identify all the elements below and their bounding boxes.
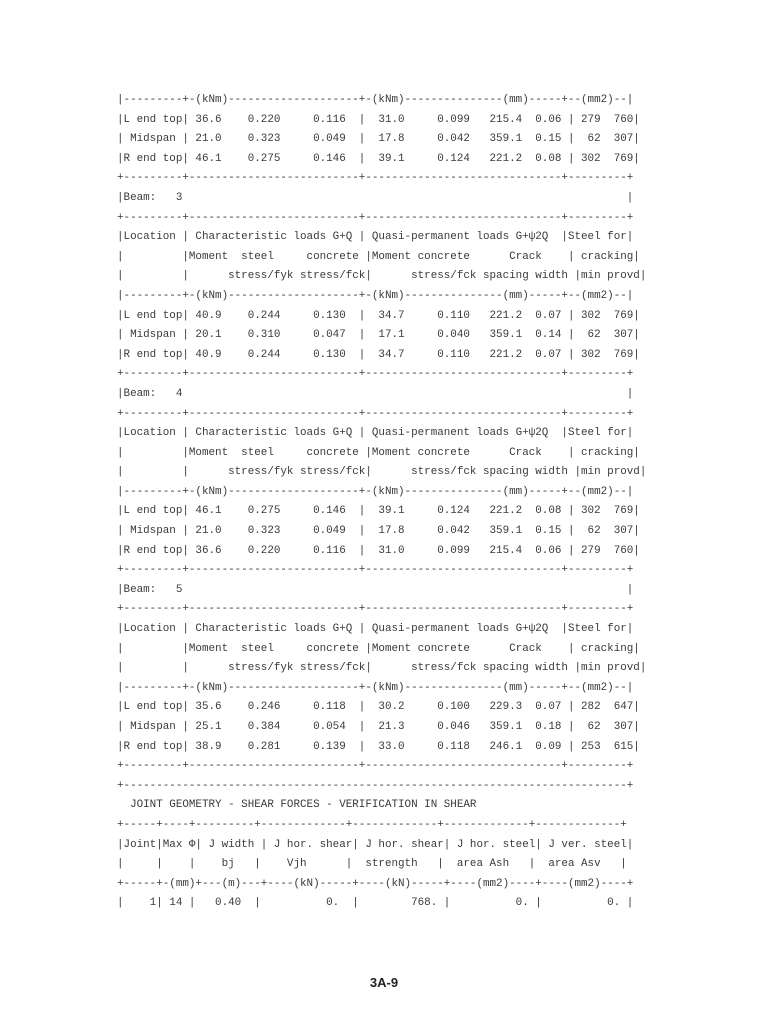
report-line: |L end top| 36.6 0.220 0.116 | 31.0 0.099 215.4 0.06 | 279 760| [117,113,640,126]
report-line: |Location | Characteristic loads G+Q | Quasi-permanent loads G+ψ2Q |Steel for| [117,623,634,636]
report-line: JOINT GEOMETRY - SHEAR FORCES - VERIFICATION IN SHEAR [117,799,477,812]
report-line: |---------+-(kNm)--------------------+-(kNm)---------------(mm)-----+--(mm2)--| [117,681,634,694]
report-line: | | | bj | Vjh | strength | area Ash | area Asv | [117,858,627,871]
report-line: |---------+-(kNm)--------------------+-(kNm)---------------(mm)-----+--(mm2)--| [117,485,634,498]
report-line: | | stress/fyk stress/fck| stress/fck spacing width |min provd| [117,466,647,479]
report-line: +---------+--------------------------+------------------------------+---------+ [117,172,634,185]
report-line: | |Moment steel concrete |Moment concrete Crack | cracking| [117,446,640,459]
report-line: |---------+-(kNm)--------------------+-(kNm)---------------(mm)-----+--(mm2)--| [117,94,634,106]
report-line: +-----+-(mm)+---(m)---+----(kN)-----+----(kN)-----+----(mm2)----+----(mm2)----+ [117,877,634,890]
report-line: | Midspan | 21.0 0.323 0.049 | 17.8 0.042 359.1 0.15 | 62 307| [117,133,640,146]
report-line: +---------+--------------------------+------------------------------+---------+ [117,760,634,773]
report-line: |Location | Characteristic loads G+Q | Quasi-permanent loads G+ψ2Q |Steel for| [117,231,634,244]
report-line: |L end top| 35.6 0.246 0.118 | 30.2 0.100 229.3 0.07 | 282 647| [117,701,640,714]
report-line: +---------+--------------------------+------------------------------+---------+ [117,211,634,224]
report-line: +---------+--------------------------+------------------------------+---------+ [117,603,634,616]
report-line: |Beam: 4 | [117,387,634,400]
report-line: +---------+--------------------------+------------------------------+---------+ [117,407,634,420]
report-line: +---------+--------------------------+------------------------------+---------+ [117,564,634,577]
report-line: +-----------------------------------------------------------------------------+ [117,779,634,792]
page-number: 3A-9 [369,975,399,990]
report-line: |L end top| 40.9 0.244 0.130 | 34.7 0.110 221.2 0.07 | 302 769| [117,309,640,322]
report-line: |R end top| 38.9 0.281 0.139 | 33.0 0.118 246.1 0.09 | 253 615| [117,740,640,753]
report-line: |R end top| 36.6 0.220 0.116 | 31.0 0.099 215.4 0.06 | 279 760| [117,544,640,557]
report-line: |---------+-(kNm)--------------------+-(kNm)---------------(mm)-----+--(mm2)--| [117,289,634,302]
report-line: | |Moment steel concrete |Moment concrete Crack | cracking| [117,642,640,655]
report-line: | Midspan | 21.0 0.323 0.049 | 17.8 0.042 359.1 0.15 | 62 307| [117,525,640,538]
report-line: |R end top| 40.9 0.244 0.130 | 34.7 0.110 221.2 0.07 | 302 769| [117,348,640,361]
report-line: | | stress/fyk stress/fck| stress/fck spacing width |min provd| [117,662,647,675]
report-line: |Beam: 5 | [117,583,634,596]
report-line: | |Moment steel concrete |Moment concrete Crack | cracking| [117,250,640,263]
report-line: +---------+--------------------------+------------------------------+---------+ [117,368,634,381]
report-line: +-----+----+---------+-------------+-------------+-------------+-------------+ [117,818,627,831]
report-line: |Location | Characteristic loads G+Q | Quasi-permanent loads G+ψ2Q |Steel for| [117,427,634,440]
calculation-report [117,91,677,914]
report-line: |Joint|Max Φ| J width | J hor. shear| J hor. shear| J hor. steel| J ver. steel| [117,838,634,851]
report-line: | Midspan | 25.1 0.384 0.054 | 21.3 0.046 359.1 0.18 | 62 307| [117,721,640,733]
report-line: |L end top| 46.1 0.275 0.146 | 39.1 0.124 221.2 0.08 | 302 769| [117,505,640,518]
report-line: |R end top| 46.1 0.275 0.146 | 39.1 0.124 221.2 0.08 | 302 769| [117,152,640,165]
report-line: | Midspan | 20.1 0.310 0.047 | 17.1 0.040 359.1 0.14 | 62 307| [117,329,640,342]
report-line: | | stress/fyk stress/fck| stress/fck spacing width |min provd| [117,270,647,283]
report-line: |Beam: 3 | [117,191,634,204]
report-line: | 1| 14 | 0.40 | 0. | 768. | 0. | 0. | [117,897,634,910]
